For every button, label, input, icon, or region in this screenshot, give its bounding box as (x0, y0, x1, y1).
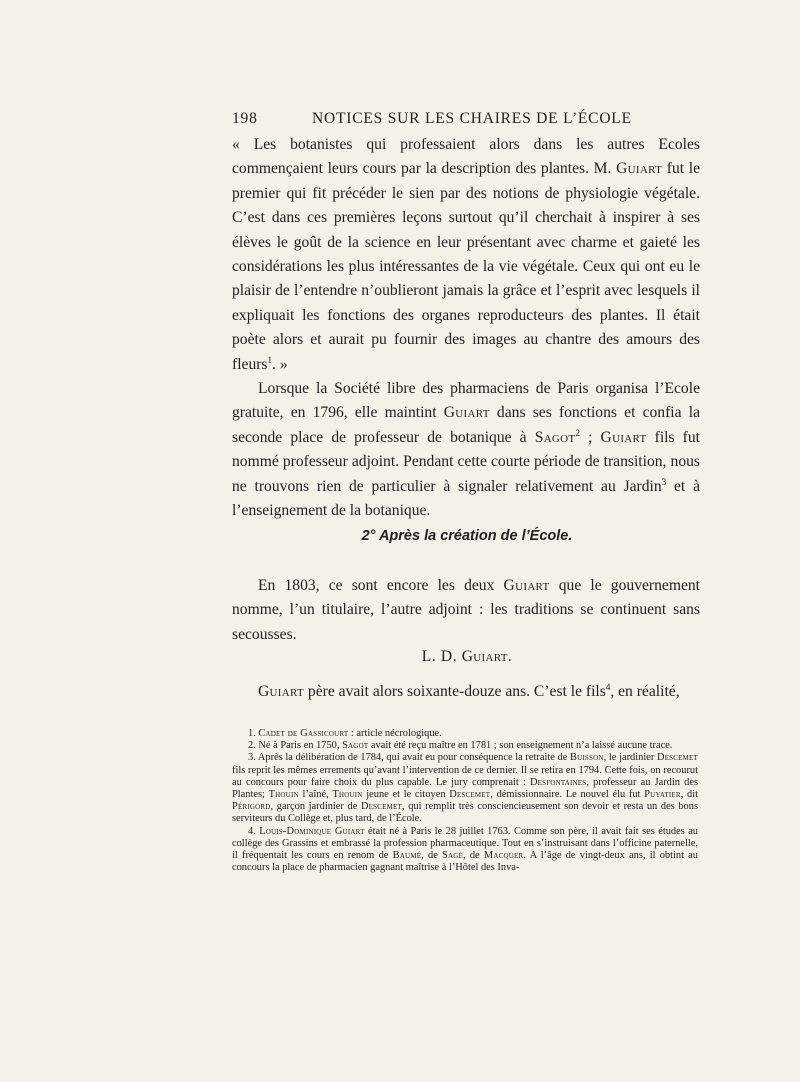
text-run: . (507, 648, 513, 665)
text-run: jeune et le citoyen (362, 789, 450, 801)
text-run: , qui remplit très consciencieusement son devoir et resta un des bons serviteurs du Collège et, plus tard, de l’École. (232, 801, 698, 825)
name-heading (232, 648, 702, 666)
text-run: . » (272, 355, 288, 373)
person-name: Desfontaines (529, 776, 587, 788)
text-run: fils fut nommé professeur adjoint. Pendant cette courte période de transition, nous ne trouvons rien de particulier à signaler relativement au Jardin (232, 428, 701, 495)
person-name: Descemet (656, 752, 698, 764)
person-name: Périgord (232, 801, 271, 813)
person-name: Sage (442, 850, 464, 862)
footnotes (232, 728, 698, 874)
footnote-ref: 4 (605, 682, 611, 692)
text-run: « Les botanistes qui professaient alors dans les autres Ecoles commençaient leurs cours par la description des plantes. M. (232, 136, 700, 178)
footnote-3 (232, 752, 698, 825)
person-name: Guiart (443, 404, 490, 422)
body-text-upper (232, 133, 700, 524)
text-run: , de (421, 850, 443, 862)
text-run: , professeur au Jardin des Plantes; (232, 776, 698, 801)
person-name: Puyatier (644, 789, 681, 801)
text-run: Lorsque la Société libre des pharmaciens de Paris organisa l’Ecole gratuite, en 1796, elle maintint (232, 380, 700, 422)
person-name: Baumé (392, 850, 422, 862)
page-number: 198 (232, 110, 258, 127)
footnote-number: 3. (248, 752, 258, 764)
text-run: fut le premier qui fit précéder le sien par des notions de physiologie végétale. C’est dans ces premières leçons surtout qu’il cherchait à inspirer à ses élèves le goût de la science en leur présentant avec charme et gaieté les considérations les plus intéressantes de la vie végétale. Ceux qui ont eu le plaisir de l’entendre n’oublieront jamais la grâce et l’esprit avec lesquels il expliquait les fonctions des organes reproducteurs des plantes. Il était poète alors et aurait pu fournir des images au chantre des amours des fleurs (232, 160, 701, 373)
footnote-number: 2. (248, 740, 259, 752)
section-subheading: 2° Après la création de l’École. (361, 528, 573, 544)
footnote-ref: 1 (267, 354, 273, 365)
text-run: En 1803, ce sont encore les deux (258, 577, 504, 594)
person-name: Sagot (342, 740, 369, 752)
text-run: que le gouvernement nomme, l’un titulaire, l’autre adjoint : les traditions se continuent sans secousses. (232, 577, 701, 643)
person-name: Louis-Dominique Guiart (259, 825, 365, 837)
footnote-number: 4. (248, 825, 260, 837)
text-run: , démissionnaire. Le nouvel élu fut (490, 789, 645, 801)
text-run: , garçon jardinier de (270, 801, 361, 813)
text-run: ; (579, 428, 601, 446)
text-run: et à l’enseignement de la botanique. (232, 477, 700, 520)
text-run: père avait alors soixante-douze ans. C’est le fils (304, 683, 606, 700)
text-run: était né à Paris le 28 juillet 1763. Comme son père, il avait fait ses études au collège des Grassins et embrassé la profession pharmaceutique. Tout en s’instruisant dans l’officine paternelle, il fréquentait les cours en renom de (232, 825, 698, 862)
body-text-lower (232, 680, 700, 704)
text-run: dans ses fonctions et confia la seconde place de professeur de botanique à (232, 404, 700, 446)
text-run: l’aîné, (298, 789, 333, 801)
text-run: , de (463, 850, 484, 862)
text-run: L. D. (421, 648, 462, 665)
text-run: fils reprit les mêmes errements qu’avant l’intervention de ce dernier. Il se retira en 1794. Cette fois, on recourut au concours pour faire choix du plus capable. Le jury comprenait : (232, 764, 698, 788)
footnote-4 (232, 826, 698, 875)
paragraph-1803 (232, 574, 700, 647)
text-run: , le jardinier (603, 752, 657, 764)
text-run: , en réalité, (610, 683, 680, 700)
person-name: Guiart (616, 160, 663, 178)
person-name: Guiart (600, 428, 647, 446)
quote-paragraph (232, 133, 700, 377)
text-run: avait été reçu maître en 1781 ; son enseignement n’a laissé aucune trace. (368, 740, 673, 752)
person-name: Descemet (360, 801, 402, 813)
person-name: Guiart (258, 683, 305, 700)
footnote-ref: 3 (661, 476, 667, 487)
footnote-2 (232, 740, 698, 752)
person-name: Cadet de Gassicourt (258, 728, 349, 739)
person-name: Thouin (332, 789, 363, 801)
person-name: Sagot (534, 428, 576, 446)
person-name: Guiart (503, 577, 550, 594)
text-run: Après la délibération de 1784, qui avait eu pour conséquence la retraite de (257, 752, 571, 764)
footnote-number: 1. (248, 728, 259, 739)
person-name: Guiart (461, 648, 508, 665)
footnote-1 (232, 728, 698, 740)
person-name: Macquer (483, 850, 524, 862)
paragraph-guiart-pere (232, 680, 700, 704)
person-name: Thouin (268, 789, 299, 801)
person-name: Descemet (449, 789, 491, 801)
text-run: , dit (680, 789, 699, 801)
text-run: : article nécrologique. (348, 728, 442, 739)
footnote-ref: 2 (575, 427, 580, 438)
running-title: NOTICES SUR LES CHAIRES DE L’ÉCOLE (312, 110, 632, 127)
text-run: Né à Paris en 1750, (258, 740, 343, 752)
text-run: . A l’âge de vingt-deux ans, il obtint au concours la place de pharmacien gagnant maîtrise à l’Hôtel des Inva- (232, 850, 698, 874)
paragraph-1796 (232, 377, 700, 523)
body-text-middle (232, 574, 700, 647)
person-name: Buisson (570, 752, 604, 764)
